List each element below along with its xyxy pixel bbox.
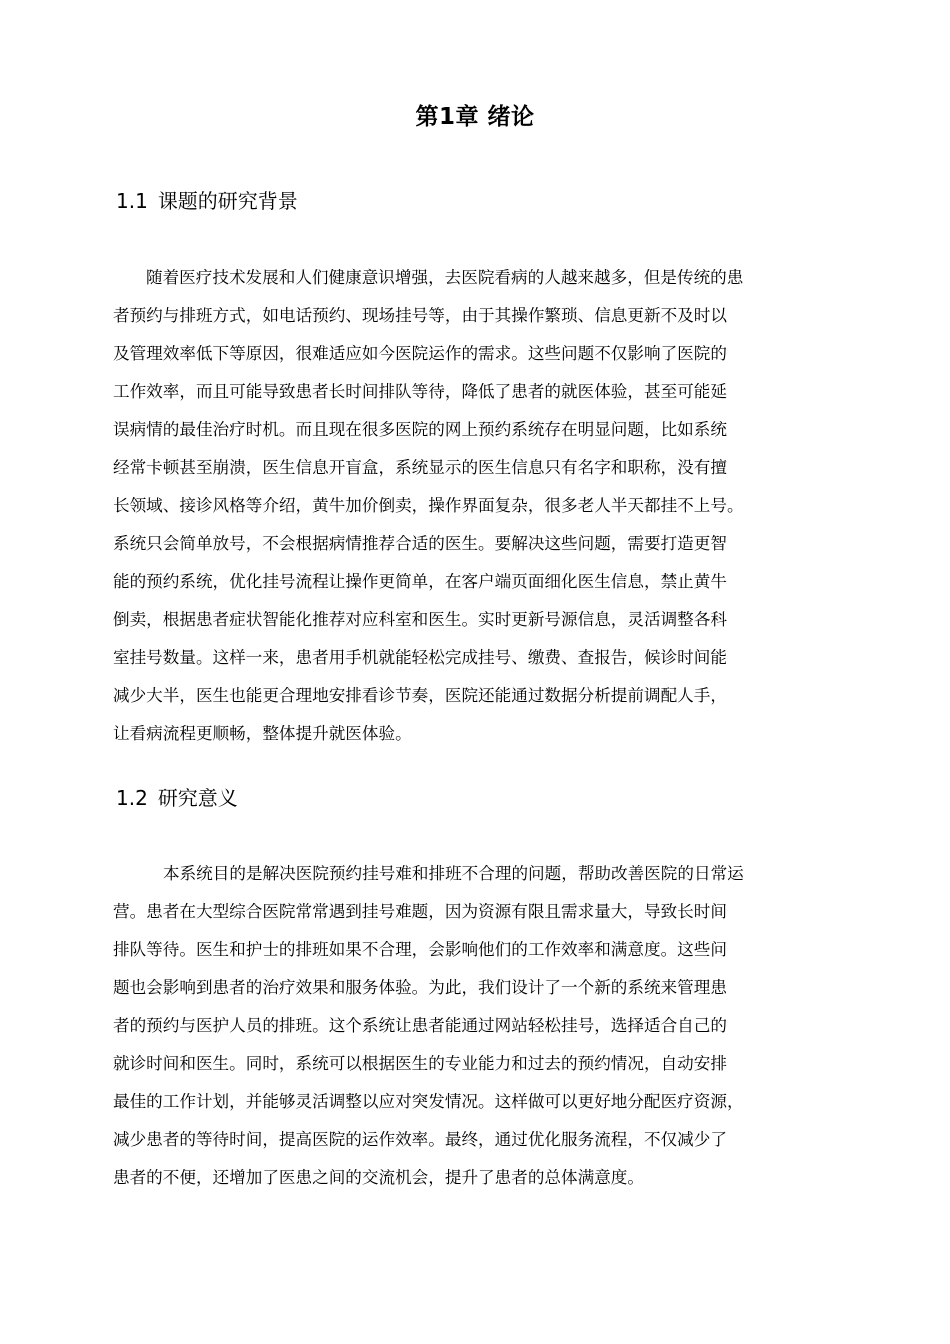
- paragraph-line: 减少患者的等待时间，提高医院的运作效率。最终，通过优化服务流程，不仅减少了: [113, 1130, 727, 1149]
- paragraph-line: 室挂号数量。这样一来，患者用手机就能轻松完成挂号、缴费、查报告，候诊时间能: [113, 648, 727, 667]
- paragraph-line: 者预约与排班方式，如电话预约、现场挂号等，由于其操作繁琐、信息更新不及时以: [113, 306, 727, 325]
- paragraph-line: 系统只会简单放号，不会根据病情推荐合适的医生。要解决这些问题，需要打造更智: [113, 534, 727, 553]
- paragraph-line: 排队等待。医生和护士的排班如果不合理，会影响他们的工作效率和满意度。这些问: [113, 940, 727, 959]
- paragraph-line: 减少大半，医生也能更合理地安排看诊节奏，医院还能通过数据分析提前调配人手，: [113, 686, 727, 705]
- paragraph-line: 题也会影响到患者的治疗效果和服务体验。为此，我们设计了一个新的系统来管理患: [113, 978, 727, 997]
- paragraph-line: 患者的不便，还增加了医患之间的交流机会，提升了患者的总体满意度。: [113, 1168, 644, 1187]
- paragraph-line: 随着医疗技术发展和人们健康意识增强，去医院看病的人越来越多，但是传统的患: [146, 268, 744, 287]
- paragraph-research-background: [113, 259, 848, 753]
- section-heading-1-1: [116, 187, 298, 215]
- paragraph-research-significance: [113, 855, 848, 1197]
- section-title: 课题的研究背景: [157, 189, 298, 213]
- paragraph-line: 误病情的最佳治疗时机。而且现在很多医院的网上预约系统存在明显问题，比如系统: [113, 420, 727, 439]
- paragraph-line: 最佳的工作计划，并能够灵活调整以应对突发情况。这样做可以更好地分配医疗资源，: [113, 1092, 744, 1111]
- section-number: 1.2: [116, 786, 148, 810]
- paragraph-line: 就诊时间和医生。同时，系统可以根据医生的专业能力和过去的预约情况，自动安排: [113, 1054, 727, 1073]
- paragraph-line: 倒卖，根据患者症状智能化推荐对应科室和医生。实时更新号源信息，灵活调整各科: [113, 610, 727, 629]
- paragraph-line: 经常卡顿甚至崩溃，医生信息开盲盒，系统显示的医生信息只有名字和职称，没有擅: [113, 458, 727, 477]
- paragraph-line: 让看病流程更顺畅，整体提升就医体验。: [113, 724, 412, 743]
- paragraph-line: 长领域、接诊风格等介绍，黄牛加价倒卖，操作界面复杂，很多老人半天都挂不上号。: [113, 496, 744, 515]
- section-heading-1-2: [116, 784, 238, 812]
- paragraph-line: 工作效率，而且可能导致患者长时间排队等待，降低了患者的就医体验，甚至可能延: [113, 382, 727, 401]
- paragraph-line: 能的预约系统，优化挂号流程让操作更简单，在客户端页面细化医生信息，禁止黄牛: [113, 572, 727, 591]
- chapter-title: 第1章 绪论: [415, 104, 535, 130]
- paragraph-line: 及管理效率低下等原因，很难适应如今医院运作的需求。这些问题不仅影响了医院的: [113, 344, 727, 363]
- section-number: 1.1: [116, 189, 148, 213]
- paragraph-line: 营。患者在大型综合医院常常遇到挂号难题，因为资源有限且需求量大，导致长时间: [113, 902, 727, 921]
- section-title: 研究意义: [157, 786, 238, 810]
- paragraph-line: 者的预约与医护人员的排班。这个系统让患者能通过网站轻松挂号，选择适合自己的: [113, 1016, 727, 1035]
- paragraph-line: 本系统目的是解决医院预约挂号难和排班不合理的问题，帮助改善医院的日常运: [163, 864, 744, 883]
